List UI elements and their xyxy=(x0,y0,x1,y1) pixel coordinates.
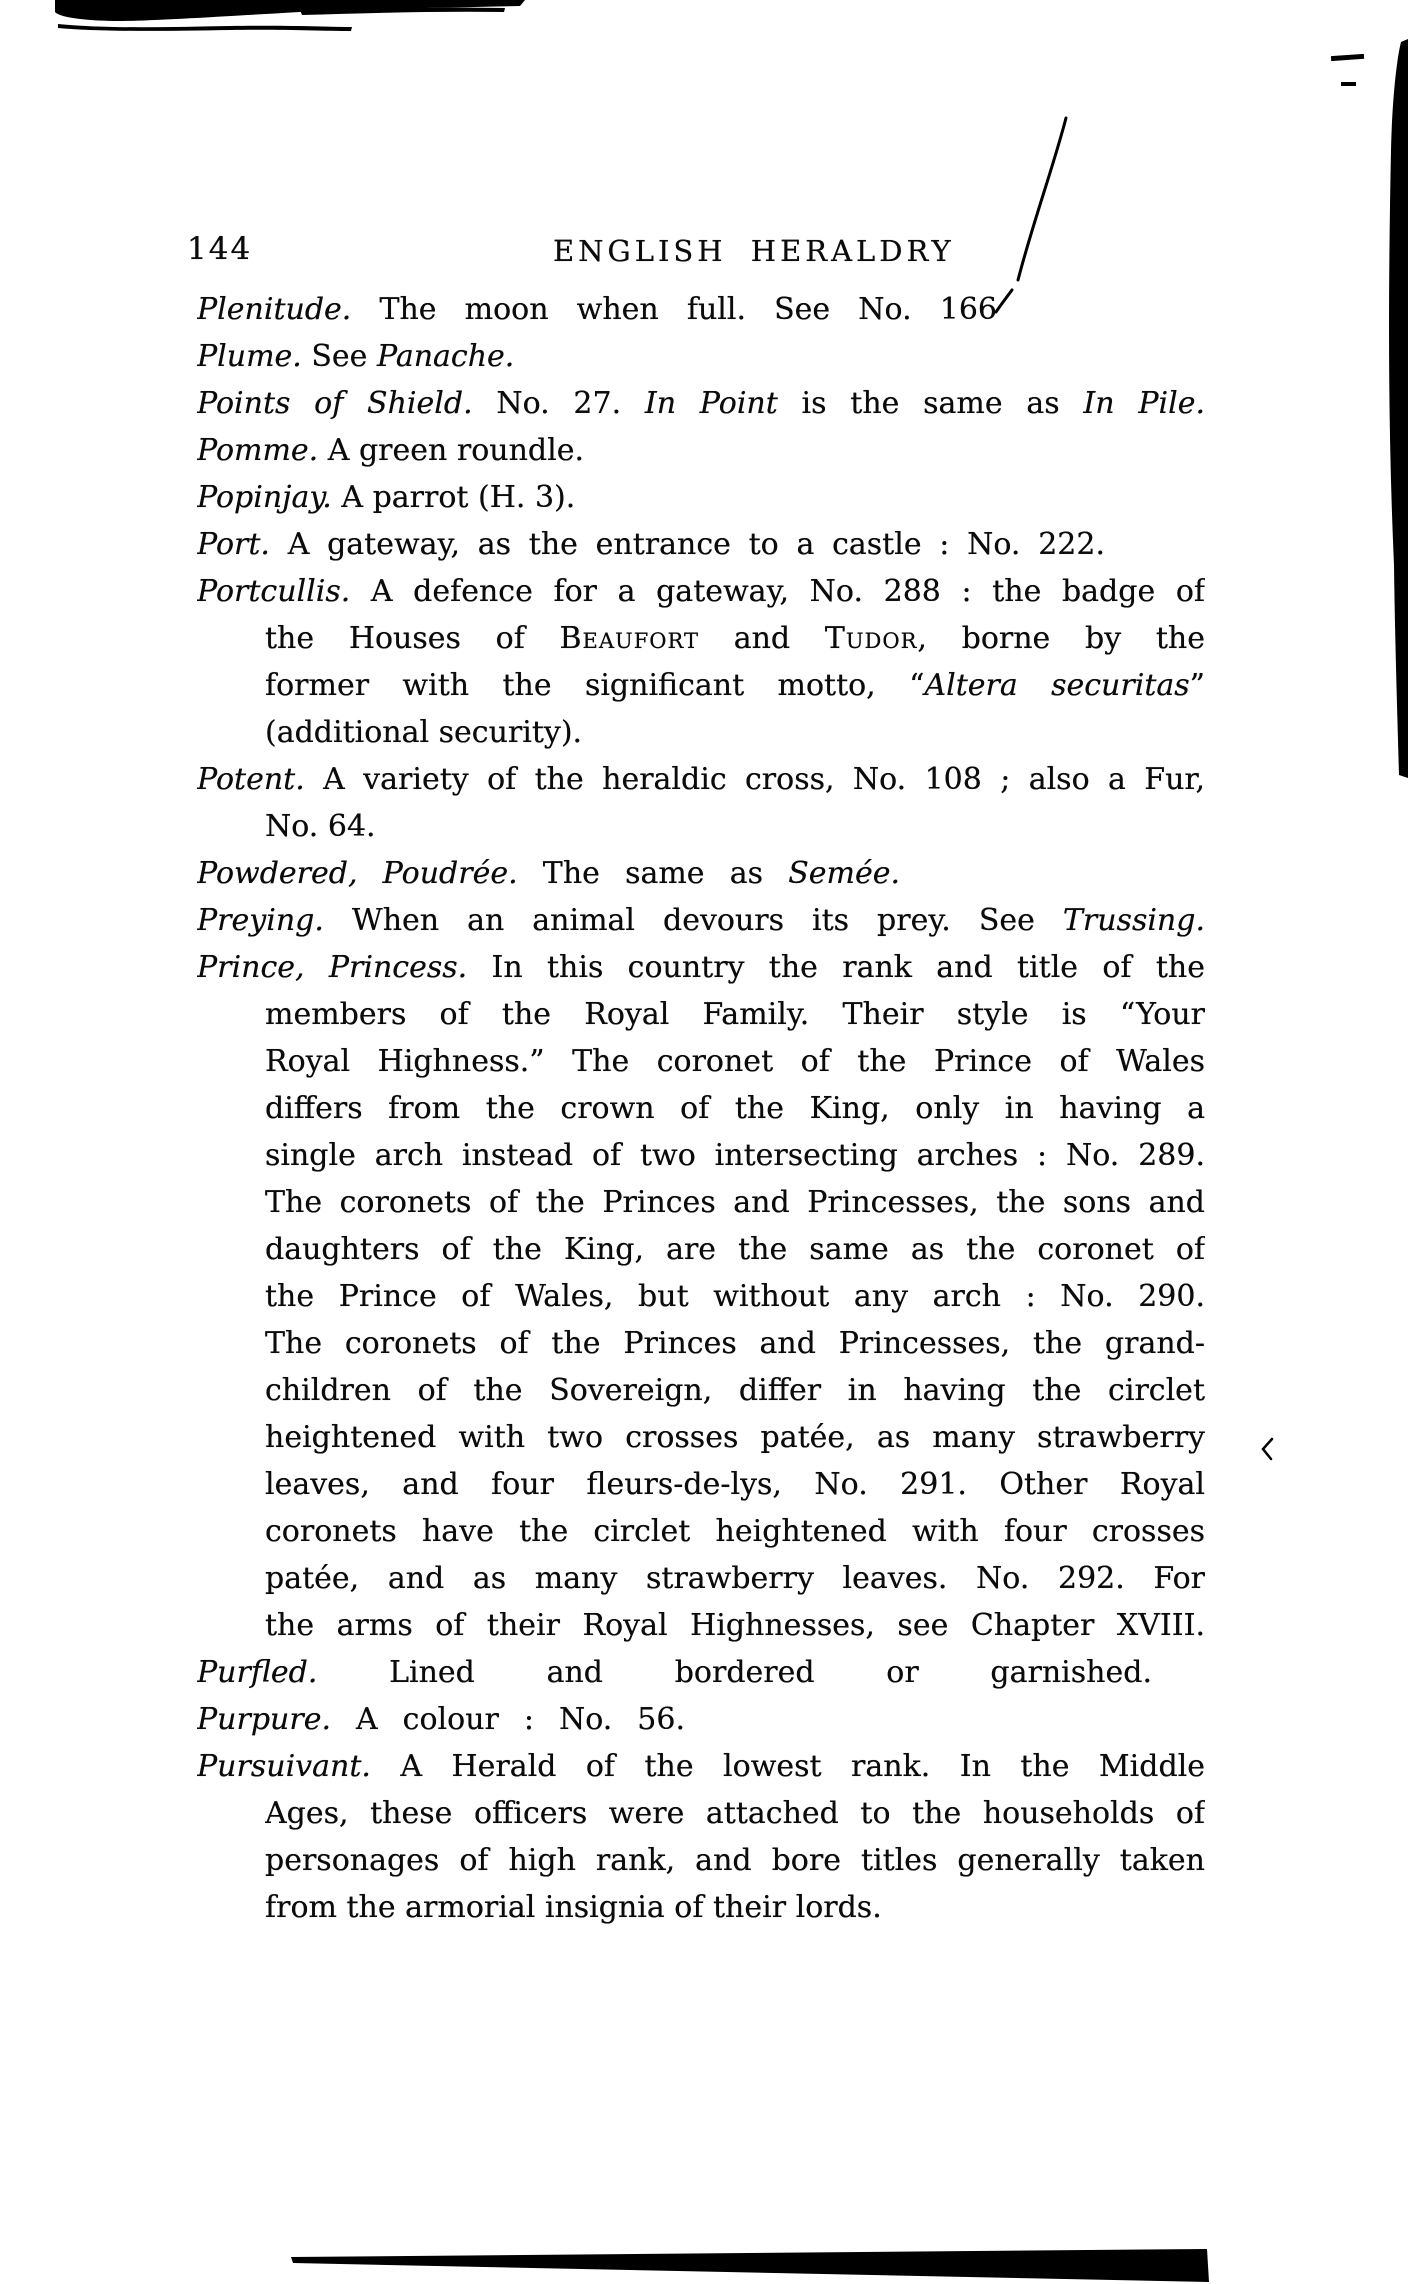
text-line xyxy=(197,756,1205,803)
text-segment: Altera securitas xyxy=(924,668,1190,703)
scan-artifact-top-wavy-line xyxy=(58,24,352,31)
text-segment: , borne by the xyxy=(917,621,1205,656)
text-segment: (additional security). xyxy=(265,715,583,750)
text-segment: No. 27. xyxy=(472,386,645,421)
text-segment: Plume. xyxy=(197,339,302,374)
text-segment: No. 64. xyxy=(265,809,376,844)
text-segment: single arch instead of two intersecting arches : No. 289. xyxy=(265,1138,1205,1173)
text-segment: heightened with two crosses patée, as many strawberry xyxy=(265,1420,1205,1455)
text-line xyxy=(265,1179,1205,1226)
text-segment: A parrot (H. 3). xyxy=(331,480,576,515)
text-segment: Popinjay. xyxy=(197,480,332,515)
text-segment: the Prince of Wales, but without any arch : No. 290. xyxy=(265,1279,1205,1314)
text-segment: Lined and bordered or garnished. xyxy=(317,1655,1152,1690)
scan-artifact-top-tail xyxy=(300,8,505,15)
text-segment: In this country the rank and title of the xyxy=(467,950,1205,985)
text-segment: Powdered, Poudrée. xyxy=(197,856,518,891)
text-segment: Plenitude. xyxy=(197,292,352,327)
text-segment: Royal Highness.” The coronet of the Prince of Wales xyxy=(265,1044,1205,1079)
text-line xyxy=(197,897,1205,944)
text-line xyxy=(265,1414,1205,1461)
text-segment: members of the Royal Family. Their style is “Your xyxy=(265,997,1205,1032)
text-line xyxy=(197,1696,685,1743)
text-segment: the Houses of xyxy=(265,621,560,656)
scan-artifact-dash-1 xyxy=(1331,54,1364,61)
text-line xyxy=(197,474,1205,521)
text-segment: Ages, these officers were attached to the households of xyxy=(265,1796,1205,1831)
text-segment: Port. xyxy=(197,527,270,562)
text-line xyxy=(265,1273,1205,1320)
scan-artifact-dash-2 xyxy=(1341,82,1356,86)
text-segment: Panache. xyxy=(376,339,515,374)
text-segment: The coronets of the Princes and Princesses, the sons and xyxy=(265,1185,1205,1220)
text-segment: differs from the crown of the King, only in having a xyxy=(265,1091,1205,1126)
text-segment: coronets have the circlet heightened with four crosses xyxy=(265,1514,1205,1549)
text-segment: The moon when full. See No. 166 xyxy=(351,292,997,327)
text-segment: Semée. xyxy=(788,856,900,891)
text-line xyxy=(197,286,997,333)
text-line xyxy=(265,1085,1205,1132)
text-line xyxy=(265,1320,1205,1367)
text-segment: Prince, Princess. xyxy=(197,950,468,985)
text-line xyxy=(265,1508,1205,1555)
text-line xyxy=(265,615,1205,662)
text-line xyxy=(197,1743,1205,1790)
text-line xyxy=(265,991,1205,1038)
text-segment: A gateway, as the entrance to a castle : No. 222. xyxy=(269,527,1105,562)
text-line xyxy=(265,1461,1205,1508)
text-line xyxy=(197,333,1205,380)
text-line xyxy=(197,1649,1152,1696)
text-line xyxy=(265,1602,1205,1649)
text-line xyxy=(197,380,1205,427)
text-line xyxy=(197,521,1105,568)
text-segment: Pomme. xyxy=(197,433,319,468)
text-segment: In Point xyxy=(644,386,778,421)
text-segment: Beaufort xyxy=(559,621,699,656)
text-segment: leaves, and four fleurs-de-lys, No. 291. Other Royal xyxy=(265,1467,1205,1502)
pen-slash-mark xyxy=(1018,118,1066,280)
page-number: 144 xyxy=(187,231,253,267)
text-segment: Pursuivant. xyxy=(197,1749,371,1784)
text-segment: When an animal devours its prey. See xyxy=(323,903,1063,938)
text-segment: children of the Sovereign, differ in having the circlet xyxy=(265,1373,1205,1408)
text-segment: is the same as xyxy=(777,386,1084,421)
text-line xyxy=(265,1555,1205,1602)
text-segment: A defence for a gateway, No. 288 : the badge of xyxy=(350,574,1205,609)
text-line xyxy=(197,850,900,897)
text-segment: former with the significant motto, “ xyxy=(265,668,925,703)
text-segment: and xyxy=(698,621,825,656)
text-segment: The same as xyxy=(517,856,789,891)
scan-artifact-bottom-bar xyxy=(291,2249,1209,2282)
text-line xyxy=(265,803,1205,850)
text-line xyxy=(265,1132,1205,1179)
text-segment: A colour : No. 56. xyxy=(331,1702,685,1737)
text-segment: Purfled. xyxy=(197,1655,318,1690)
text-line xyxy=(265,1367,1205,1414)
text-segment: Potent. xyxy=(197,762,305,797)
text-segment: Purpure. xyxy=(197,1702,332,1737)
text-segment: Points of Shield. xyxy=(197,386,473,421)
glossary-text-block xyxy=(197,286,1205,1931)
margin-tick-mark xyxy=(1263,1439,1272,1459)
text-segment: personages of high rank, and bore titles generally taken xyxy=(265,1843,1205,1878)
text-segment: from the armorial insignia of their lords. xyxy=(265,1890,882,1925)
text-line xyxy=(265,1226,1205,1273)
scan-artifact-top-edge xyxy=(55,0,525,21)
text-line xyxy=(197,944,1205,991)
text-line xyxy=(265,1790,1205,1837)
scan-artifact-right-bar xyxy=(1389,39,1408,778)
text-segment: In Pile. xyxy=(1083,386,1205,421)
text-line xyxy=(265,1837,1205,1884)
text-segment: The coronets of the Princes and Princesses, the grand- xyxy=(265,1326,1205,1361)
text-segment: ” xyxy=(1189,668,1205,703)
text-segment: daughters of the King, are the same as the coronet of xyxy=(265,1232,1205,1267)
text-segment: A Herald of the lowest rank. In the Middle xyxy=(370,1749,1205,1784)
text-line xyxy=(197,568,1205,615)
text-line xyxy=(265,709,1205,756)
text-segment: Portcullis. xyxy=(197,574,351,609)
running-title: ENGLISH HERALDRY xyxy=(553,234,955,268)
text-segment: See xyxy=(301,339,377,374)
text-segment: A green roundle. xyxy=(318,433,584,468)
text-line xyxy=(197,427,1205,474)
text-segment: Trussing. xyxy=(1062,903,1205,938)
text-segment: Tudor xyxy=(824,621,918,656)
text-line xyxy=(265,662,1205,709)
text-segment: the arms of their Royal Highnesses, see Chapter XVIII. xyxy=(265,1608,1205,1643)
text-segment: patée, and as many strawberry leaves. No. 292. For xyxy=(265,1561,1205,1596)
text-segment: Preying. xyxy=(197,903,324,938)
text-line xyxy=(265,1038,1205,1085)
text-segment: A variety of the heraldic cross, No. 108 ; also a Fur, xyxy=(304,762,1205,797)
text-line xyxy=(265,1884,1205,1931)
